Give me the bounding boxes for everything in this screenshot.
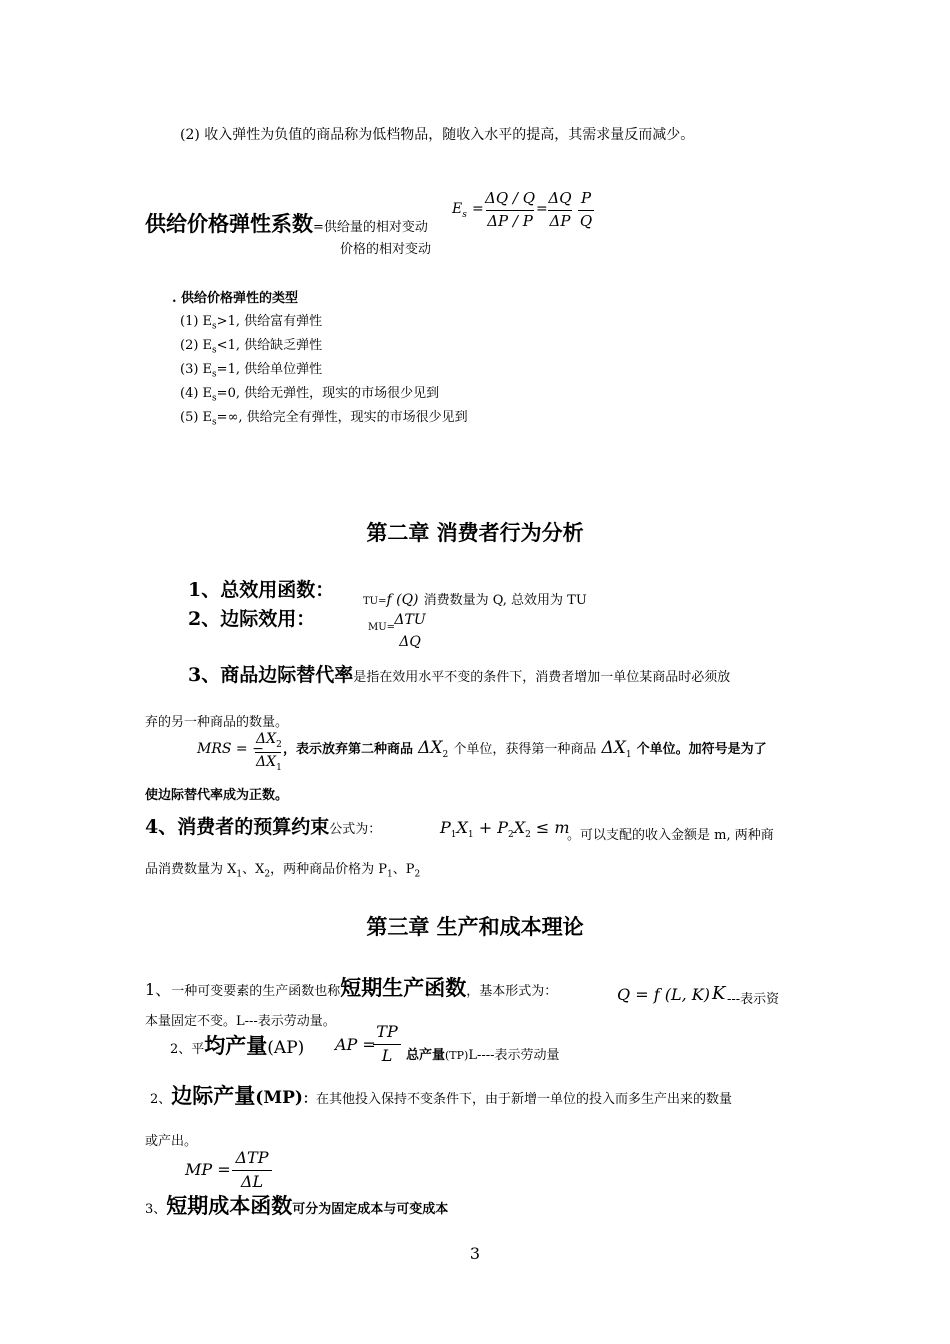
ap-den: L <box>381 1046 393 1065</box>
list-item: (4) $E_s=0$, 供给无弹性，现实的市场很少见到 <box>180 386 440 404</box>
chapter2-title: 第二章 消费者行为分析 <box>366 520 584 545</box>
item4-line2: 品消费数量为 $X_1$、$X_2$，两种商品价格为 $P_1$、$P_2$ <box>145 862 421 880</box>
supply-types-title: . 供给价格弹性的类型 <box>172 291 299 306</box>
formula-f3-num: P <box>580 189 592 207</box>
list-item: (2) $E_s<1$, 供给缺乏弹性 <box>180 338 323 356</box>
item3-line2: 弃的另一种商品的数量。 <box>145 715 289 730</box>
c3-item1-line2: 本量固定不变。L---表示劳动量。 <box>145 1014 336 1029</box>
item3-line: 3、商品边际替代率是指在效用水平不变的条件下，消费者增加一单位某商品时必须放 <box>188 664 731 686</box>
item4-line: 4、消费者的预算约束公式为： <box>145 816 382 838</box>
formula-f1-num: ΔQ / Q <box>484 189 536 207</box>
c3-item1-tail: ---表示资 <box>727 992 780 1007</box>
formula-f1-den: ΔP / P <box>487 212 533 230</box>
list-item: (5) $E_s=\infty$, 供给完全有弹性，现实的市场很少见到 <box>180 410 468 428</box>
formula-f2-bar <box>548 210 572 211</box>
item2-label: 2、边际效用： <box>188 608 316 630</box>
supply-heading-numerator: 供给量的相对变动 <box>323 220 428 235</box>
formula-eq: = <box>472 201 484 217</box>
mrs-bar <box>255 752 281 753</box>
ap-bar <box>373 1044 401 1045</box>
mp-bar <box>232 1170 272 1171</box>
item4-desc: 。可以支配的收入金额是 m, 两种商 <box>567 828 774 843</box>
mrs-num: $\Delta X_2$ <box>256 731 282 750</box>
item2-num: ΔTU <box>394 612 426 628</box>
mrs-description: ，表示放弃第二种商品 $\Delta X_2$ 个单位，获得第一种商品 $\Delta X_1$ 个单位。加符号是为了 <box>283 738 767 761</box>
formula-eq2: = <box>536 201 548 217</box>
c3-item1-formula: Q = f (L, K) <box>617 985 710 1004</box>
mrs-line2: 使边际替代率成为正数。 <box>145 788 289 803</box>
supply-heading-title: 供给价格弹性系数 <box>145 211 313 236</box>
c3-item1-line: 1、一种可变要素的生产函数也称短期生产函数，基本形式为： <box>145 975 558 1000</box>
budget-formula: $P_1X_1 + P_2X_2 \le m$ <box>440 818 570 841</box>
formula-f3-den: Q <box>579 212 593 230</box>
item2-mu: MU= <box>368 622 396 633</box>
formula-f2-den: ΔP <box>549 212 571 230</box>
ap-desc: 总产量(TP)L----表示劳动量 <box>406 1048 560 1063</box>
chapter3-title: 第三章 生产和成本理论 <box>366 914 584 939</box>
supply-heading-eq: = <box>313 220 324 235</box>
supply-heading-denominator: 价格的相对变动 <box>340 242 432 257</box>
mp-lhs: MP = <box>185 1160 231 1179</box>
mp-num: ΔTP <box>235 1148 269 1167</box>
c3-item1-k: K <box>712 983 726 1004</box>
mp-den: ΔL <box>240 1172 264 1191</box>
list-item: (1) $E_s>1$, 供给富有弹性 <box>180 314 323 332</box>
intro-line: (2) 收入弹性为负值的商品称为低档物品，随收入水平的提高，其需求量反而减少。 <box>180 127 695 143</box>
formula-f3-bar <box>578 210 594 211</box>
item2-den: ΔQ <box>399 634 421 650</box>
ap-num: TP <box>376 1022 398 1041</box>
item1-formula: TU=f (Q) 消费数量为 Q, 总效用为 TU <box>363 592 587 608</box>
ap-lhs: AP = <box>335 1035 376 1054</box>
c3-item3-line: 3、短期成本函数可分为固定成本与可变成本 <box>145 1193 449 1218</box>
c3-item2a-line: 2、平均产量(AP) <box>170 1033 305 1058</box>
c3-item2b-line2: 或产出。 <box>145 1134 198 1149</box>
item1-label: 1、总效用函数： <box>188 579 335 601</box>
mrs-lhs: MRS = − <box>197 741 264 757</box>
page-number: 3 <box>469 1244 481 1263</box>
formula-lhs: $E_s$ <box>452 201 467 220</box>
list-item: (3) $E_s=1$, 供给单位弹性 <box>180 362 323 380</box>
formula-f2-num: ΔQ <box>548 189 572 207</box>
formula-f1-bar <box>486 210 534 211</box>
supply-heading <box>145 208 428 238</box>
c3-item2b-line: 2、边际产量(MP)：在其他投入保持不变条件下，由于新增一单位的投入而多生产出来的数量 <box>150 1083 733 1108</box>
mrs-den: $\Delta X_1$ <box>256 754 282 773</box>
